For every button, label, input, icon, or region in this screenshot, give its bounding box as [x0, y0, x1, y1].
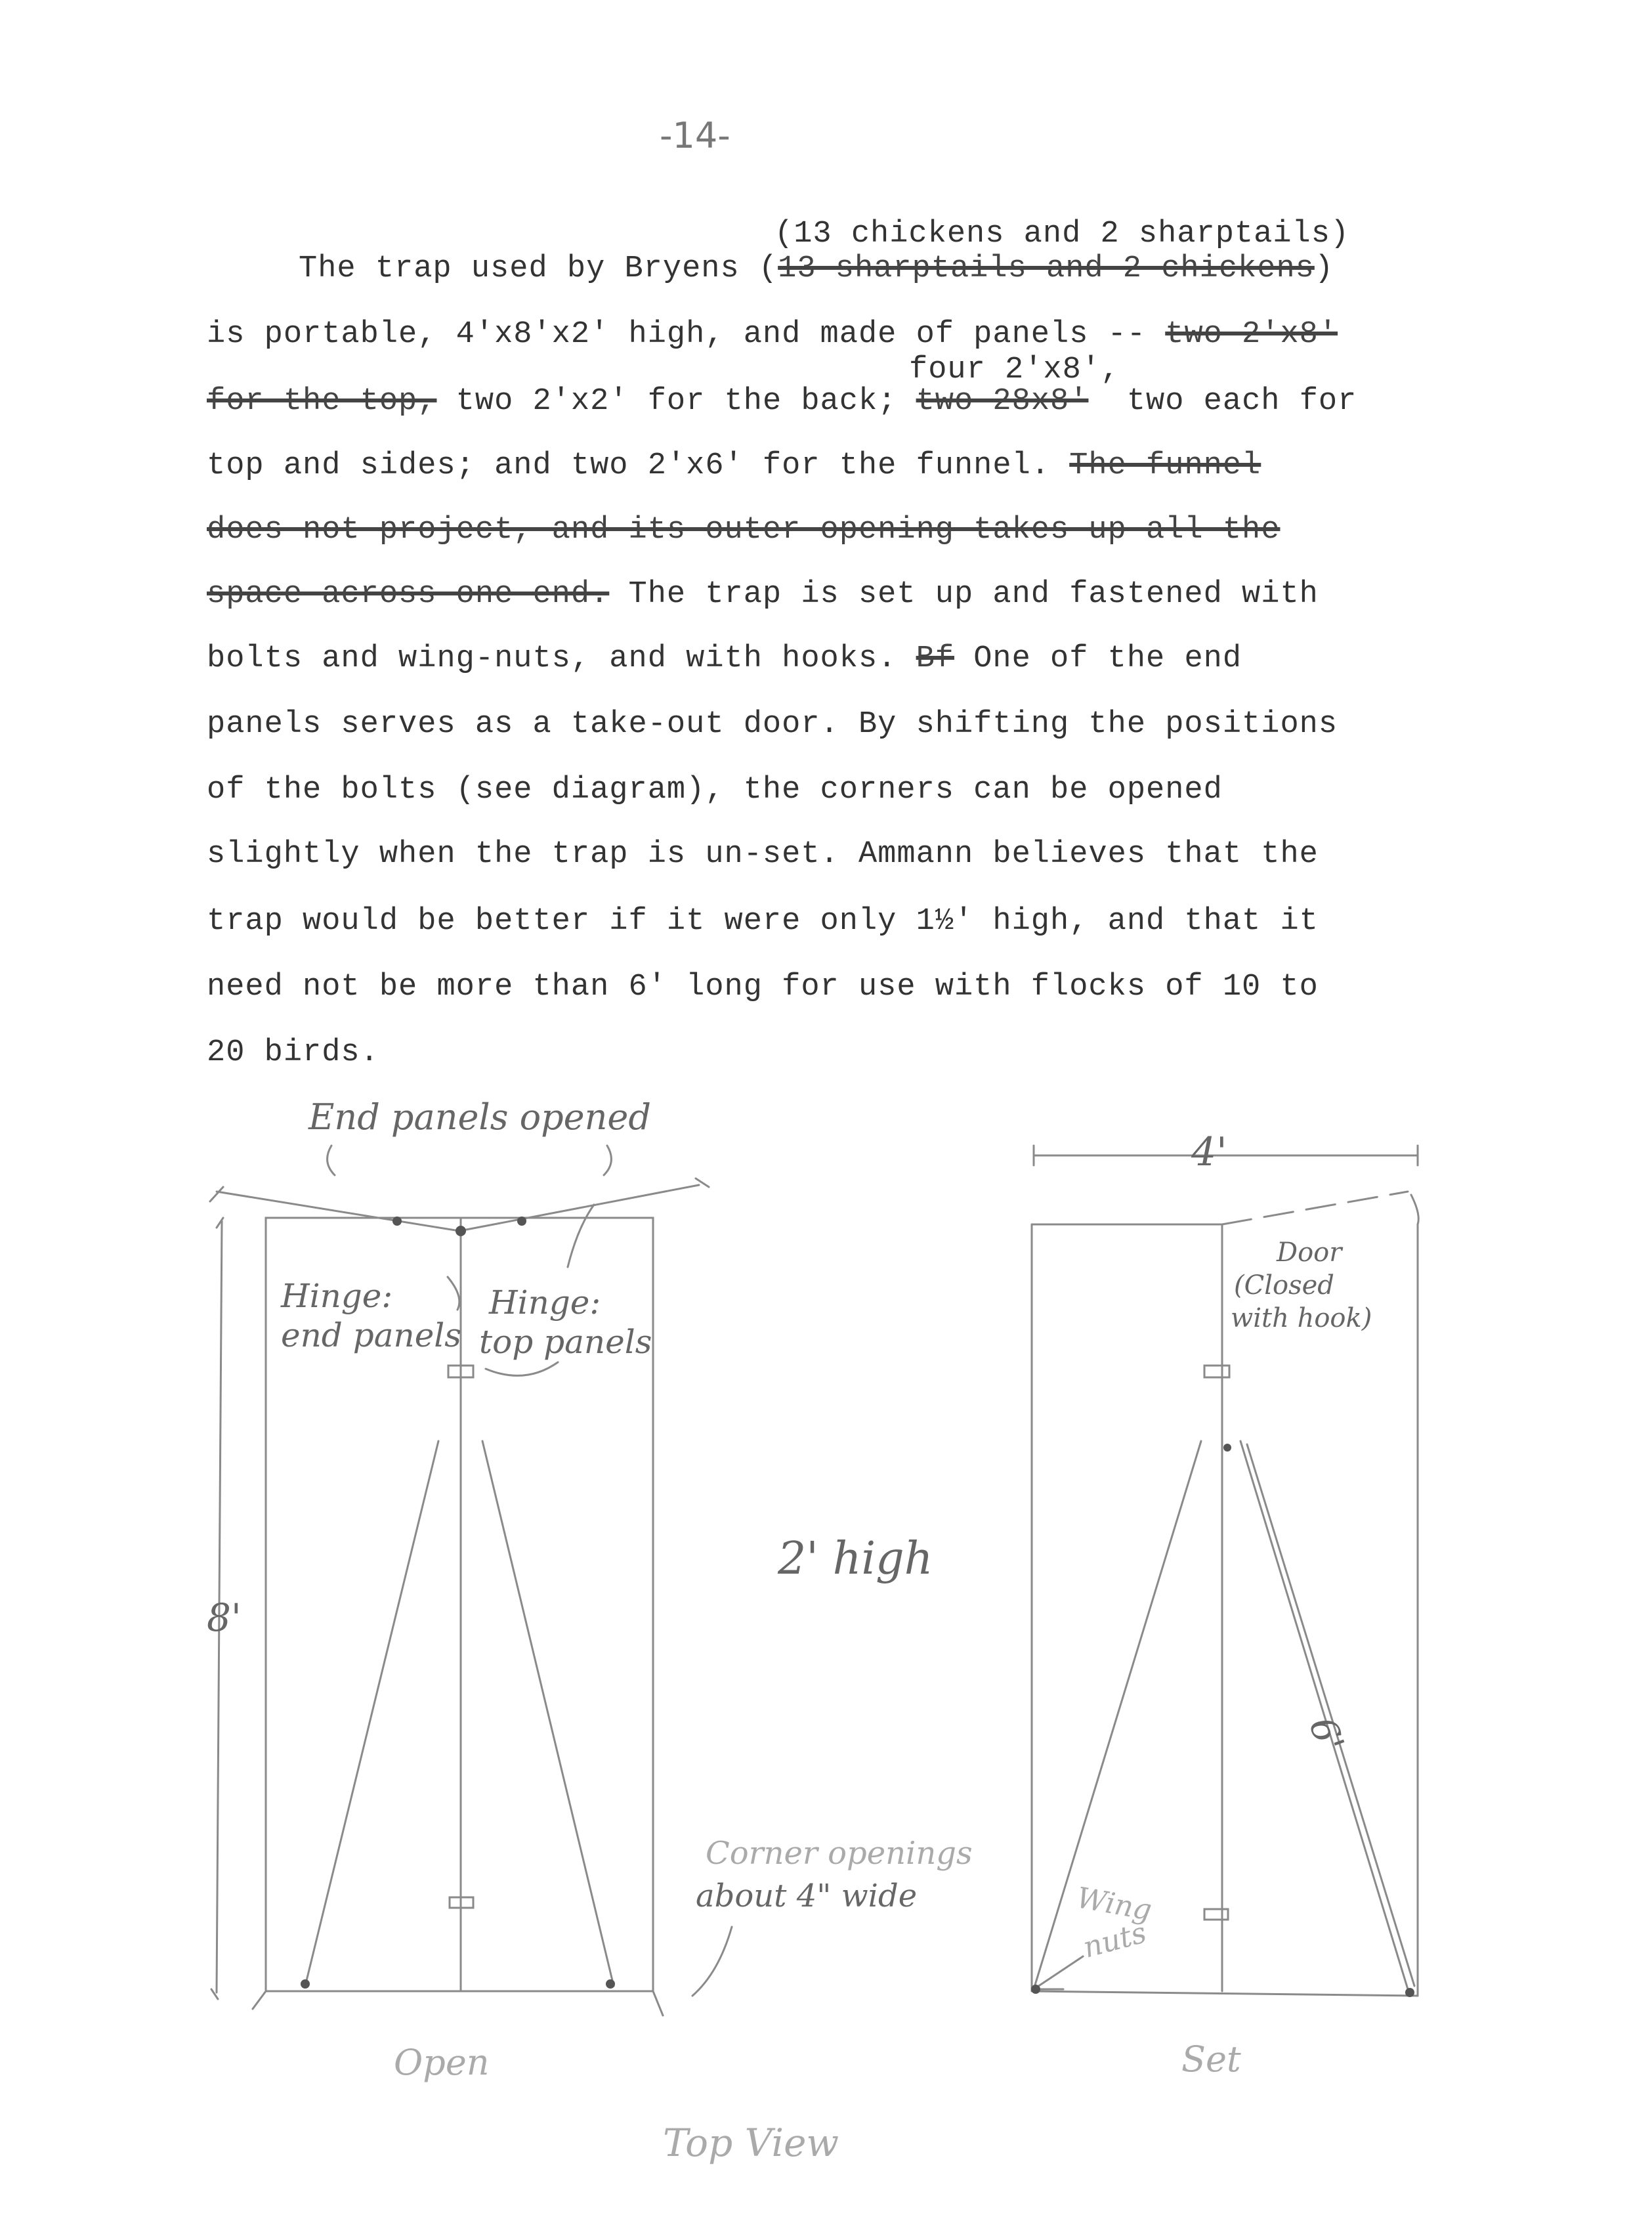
- text-line-3: for the top, two 2'x2' for the back; two 28x8' two each for: [207, 384, 1357, 419]
- funnel-length-label: 6': [1300, 1712, 1352, 1758]
- open-funnel-left: [305, 1441, 438, 1986]
- open-bottom-extension: [253, 1991, 266, 2009]
- door-label-2: (Closed: [1234, 1270, 1334, 1301]
- text-line-6: space across one end. The trap is set up and fastened with: [207, 577, 1319, 612]
- end-panels-opened-label: End panels opened: [308, 1096, 651, 1138]
- set-funnel-right: [1240, 1441, 1408, 1989]
- set-bolt-bottom: [1204, 1909, 1228, 1920]
- end-panels-arrow-right: [604, 1146, 611, 1175]
- height-label: 2' high: [778, 1533, 933, 1585]
- corner-openings-label-1: Corner openings: [706, 1835, 973, 1872]
- text-line-2: is portable, 4'x8'x2' high, and made of panels -- two 2'x8': [207, 317, 1338, 352]
- corner-arrow: [692, 1927, 732, 1996]
- set-bolt-top: [1204, 1366, 1229, 1377]
- text-line-12: need not be more than 6' long for use with flocks of 10 to: [207, 970, 1319, 1004]
- hinge-top-label-1: Hinge:: [489, 1283, 601, 1322]
- text-line-10: slightly when the trap is un-set. Ammann believes that the: [207, 837, 1319, 872]
- top-view-label: Top View: [663, 2121, 839, 2165]
- set-bottom: [1032, 1991, 1418, 1996]
- wing-nuts-label-1: Wing: [1074, 1881, 1154, 1928]
- corner-openings-label-2: about 4" wide: [696, 1878, 918, 1914]
- hinge-top-label-2: top panels: [479, 1323, 652, 1361]
- hinge-arrow-top: [486, 1362, 558, 1375]
- length-label: 8': [207, 1595, 242, 1640]
- text-line-4: top and sides; and two 2'x6' for the funnel. The funnel: [207, 448, 1261, 483]
- set-door-open: [1222, 1192, 1408, 1224]
- text-line-1: The trap used by Bryens (13 sharptails and 2 chickens): [299, 251, 1334, 286]
- open-end-panels: [217, 1185, 699, 1231]
- text-line-13: 20 birds.: [207, 1035, 379, 1070]
- hinge-end-label-1: Hinge:: [281, 1277, 393, 1315]
- wing-nut-arrow: [1034, 1956, 1083, 1989]
- text-line-7: bolts and wing-nuts, and with hooks. Bf One of the end: [207, 641, 1242, 676]
- door-label-3: with hook): [1231, 1303, 1372, 1333]
- wing-nuts-label-2: nuts: [1080, 1916, 1150, 1965]
- text-line-9: of the bolts (see diagram), the corners can be opened: [207, 773, 1223, 808]
- door-label-1: Door: [1277, 1238, 1342, 1268]
- insertion-line-2: four 2'x8',: [909, 353, 1120, 387]
- text-line-8: panels serves as a take-out door. By shifting the positions: [207, 707, 1338, 742]
- open-funnel-right: [482, 1441, 614, 1986]
- text-line-5: does not project, and its outer opening takes up all the: [207, 513, 1281, 548]
- width-label: 4': [1191, 1129, 1227, 1175]
- text-line-11: trap would be better if it were only 1½' high, and that it: [207, 904, 1319, 939]
- end-panels-arrow-left: [328, 1146, 335, 1175]
- set-door-arrow: [1411, 1195, 1418, 1224]
- insertion-line-1: (13 chickens and 2 sharptails): [774, 217, 1350, 251]
- page-number: -14-: [660, 115, 731, 156]
- hinge-arrow-end: [448, 1277, 459, 1310]
- hinge-top-curve: [568, 1205, 594, 1267]
- set-label: Set: [1181, 2038, 1241, 2080]
- hinge-end-label-2: end panels: [281, 1316, 461, 1354]
- open-label: Open: [394, 2042, 490, 2083]
